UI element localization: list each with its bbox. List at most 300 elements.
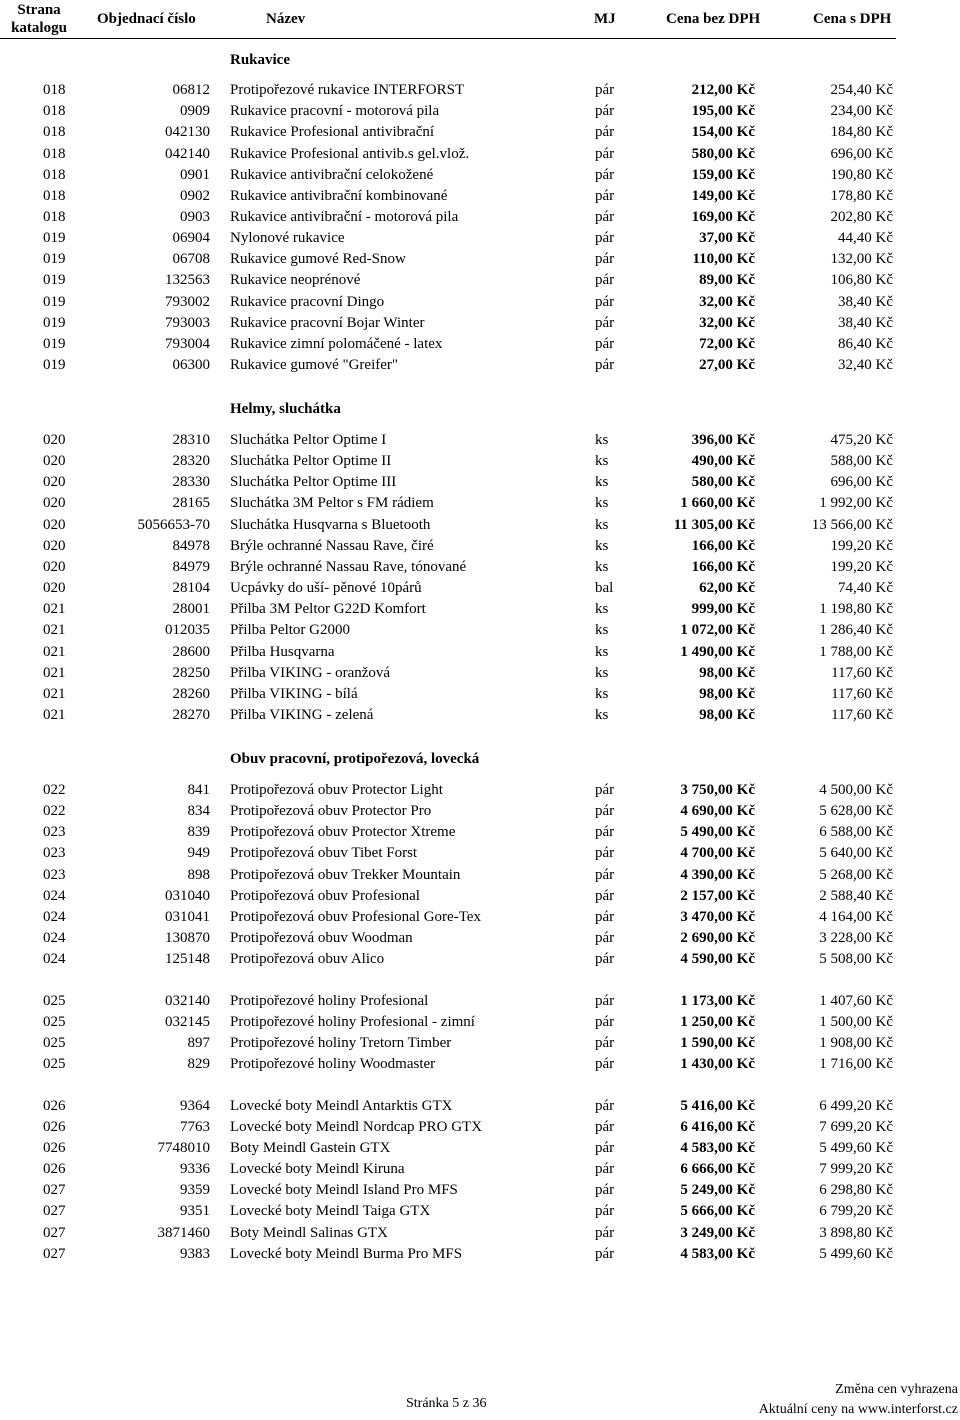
unit: pár (595, 824, 615, 841)
table-row (0, 907, 896, 928)
price-gross: 6 799,20 Kč (819, 1203, 893, 1220)
order-code: 0909 (180, 103, 210, 120)
unit: pár (595, 1245, 615, 1262)
price-gross: 190,80 Kč (830, 166, 893, 183)
unit: pár (595, 124, 615, 141)
order-code: 28165 (172, 495, 210, 512)
catalog-page: 026 (43, 1118, 66, 1135)
unit: pár (595, 1097, 615, 1114)
price-gross: 5 268,00 Kč (819, 866, 893, 883)
order-code: 031040 (165, 887, 210, 904)
unit: pár (595, 251, 615, 268)
order-code: 793002 (165, 293, 210, 310)
catalog-page: 020 (43, 580, 66, 596)
unit: pár (595, 166, 615, 183)
product-name: Sluchátka Peltor Optime III (230, 474, 397, 491)
price-gross: 5 508,00 Kč (819, 951, 893, 968)
header-unit: MJ (594, 11, 616, 27)
catalog-page: 024 (43, 951, 66, 968)
price-net: 1 430,00 Kč (680, 1056, 755, 1073)
product-name: Rukavice antivibrační - motorová pila (230, 208, 459, 225)
unit: ks (595, 685, 609, 702)
header-page: Strana katalogu (11, 2, 67, 36)
unit: pár (595, 293, 615, 310)
product-name: Rukavice Profesional antivibrační (230, 124, 435, 141)
header-name: Název (266, 11, 306, 27)
price-change-notice: Změna cen vyhrazena (835, 1382, 958, 1397)
catalog-page: 027 (43, 1203, 66, 1220)
unit: pár (595, 82, 615, 98)
unit: pár (595, 230, 615, 247)
price-gross: 117,60 Kč (831, 664, 893, 681)
catalog-page: 025 (43, 1034, 66, 1051)
unit: ks (595, 474, 609, 491)
price-gross: 5 499,60 Kč (819, 1139, 893, 1156)
catalog-page: 019 (43, 335, 66, 352)
product-name: Přilba VIKING - zelená (230, 706, 374, 723)
product-name: Lovecké boty Meindl Kiruna (230, 1161, 405, 1177)
table-row (0, 886, 896, 907)
price-net: 149,00 Kč (691, 187, 755, 204)
catalog-page: 020 (43, 432, 66, 448)
price-net: 1 590,00 Kč (680, 1034, 755, 1051)
order-code: 28600 (172, 643, 210, 660)
order-code: 130870 (165, 930, 210, 946)
order-code: 042130 (165, 124, 210, 141)
price-net: 396,00 Kč (691, 432, 755, 448)
header-order-code: Objednací číslo (97, 11, 196, 27)
product-name: Rukavice antivibrační kombinované (230, 187, 448, 204)
price-net: 1 250,00 Kč (680, 1013, 755, 1030)
table-row (0, 186, 896, 207)
price-net: 1 173,00 Kč (680, 992, 755, 1009)
catalog-page: 023 (43, 866, 66, 883)
product-name: Nylonové rukavice (230, 230, 345, 247)
price-gross: 86,40 Kč (838, 335, 893, 352)
order-code: 28330 (172, 474, 210, 491)
table-row (0, 578, 896, 599)
product-name: Protipořezové holiny Tretorn Timber (230, 1034, 452, 1051)
price-net: 32,00 Kč (699, 314, 755, 331)
product-name: Přilba VIKING - bílá (230, 685, 358, 702)
price-gross: 5 628,00 Kč (819, 803, 893, 820)
unit: ks (595, 601, 609, 618)
product-name: Protipořezové holiny Profesional - zimní (230, 1013, 475, 1030)
unit: pár (595, 845, 615, 862)
price-gross: 5 499,60 Kč (819, 1245, 893, 1262)
unit: pár (595, 866, 615, 883)
order-code: 7748010 (157, 1139, 210, 1156)
table-row (0, 557, 896, 578)
order-code: 06300 (172, 356, 210, 373)
order-code: 834 (187, 803, 210, 820)
catalog-page: 020 (43, 474, 66, 491)
price-gross: 3 228,00 Kč (819, 930, 893, 946)
table-row (0, 1201, 896, 1222)
unit: pár (595, 1161, 615, 1177)
order-code: 841 (187, 782, 210, 798)
price-gross: 1 908,00 Kč (819, 1034, 893, 1051)
product-name: Brýle ochranné Nassau Rave, čiré (230, 537, 434, 554)
catalog-page: 027 (43, 1224, 66, 1241)
unit: pár (595, 187, 615, 204)
price-net: 6 666,00 Kč (680, 1161, 755, 1177)
product-name: Protipořezová obuv Protector Light (230, 782, 443, 798)
table-row (0, 1096, 896, 1117)
order-code: 949 (187, 845, 210, 862)
product-name: Sluchátka Peltor Optime II (230, 453, 392, 470)
table-row (0, 1117, 896, 1138)
table-row (0, 928, 896, 949)
unit: ks (595, 453, 609, 470)
price-net: 4 690,00 Kč (680, 803, 755, 820)
table-row (0, 1180, 896, 1201)
price-net: 1 490,00 Kč (680, 643, 755, 660)
price-gross: 3 898,80 Kč (819, 1224, 893, 1241)
price-gross: 254,40 Kč (830, 82, 893, 98)
order-code: 28320 (172, 453, 210, 470)
unit: pár (595, 930, 615, 946)
product-name: Lovecké boty Meindl Burma Pro MFS (230, 1245, 463, 1262)
price-net: 999,00 Kč (691, 601, 755, 618)
price-gross: 1 500,00 Kč (819, 1013, 893, 1030)
order-code: 28104 (172, 580, 210, 596)
price-net: 27,00 Kč (699, 356, 755, 373)
price-net: 4 590,00 Kč (680, 951, 755, 968)
catalog-page: 021 (43, 706, 66, 723)
catalog-page: 021 (43, 664, 66, 681)
price-gross: 7 999,20 Kč (819, 1161, 893, 1177)
product-name: Rukavice neoprénové (230, 272, 361, 289)
product-name: Přilba VIKING - oranžová (230, 664, 391, 681)
table-row (0, 101, 896, 122)
order-code: 9359 (180, 1182, 210, 1199)
catalog-page: 026 (43, 1139, 66, 1156)
catalog-page: 019 (43, 314, 66, 331)
order-code: 132563 (165, 272, 210, 289)
order-code: 28001 (172, 601, 210, 618)
table-row (0, 1138, 896, 1159)
table-row (0, 122, 896, 143)
price-gross: 199,20 Kč (830, 558, 893, 575)
catalog-page: 020 (43, 495, 66, 512)
table-row (0, 207, 896, 228)
catalog-page: 022 (43, 782, 66, 798)
product-name: Rukavice pracovní Dingo (230, 293, 385, 310)
unit: pár (595, 1182, 615, 1199)
unit: pár (595, 1139, 615, 1156)
order-code: 84978 (172, 537, 210, 554)
price-gross: 588,00 Kč (830, 453, 893, 470)
price-net: 89,00 Kč (699, 272, 755, 289)
price-net: 4 700,00 Kč (680, 845, 755, 862)
catalog-page: 018 (43, 187, 66, 204)
catalog-page: 027 (43, 1182, 66, 1199)
price-net: 169,00 Kč (691, 208, 755, 225)
order-code: 793004 (165, 335, 210, 352)
website-notice: Aktuální ceny na www.interforst.cz (758, 1402, 958, 1417)
order-code: 5056653-70 (137, 516, 210, 533)
price-gross: 1 198,80 Kč (819, 601, 893, 618)
price-gross: 475,20 Kč (830, 432, 893, 448)
price-gross: 1 286,40 Kč (819, 622, 893, 639)
price-gross: 4 164,00 Kč (819, 908, 893, 925)
product-name: Protipořezové rukavice INTERFORST (230, 82, 465, 98)
catalog-page: 018 (43, 208, 66, 225)
product-name: Protipořezová obuv Protector Xtreme (230, 824, 456, 841)
price-gross: 1 788,00 Kč (819, 643, 893, 660)
price-gross: 234,00 Kč (830, 103, 893, 120)
price-gross: 4 500,00 Kč (819, 782, 893, 798)
price-net: 62,00 Kč (699, 580, 755, 596)
price-gross: 38,40 Kč (838, 314, 893, 331)
product-name: Rukavice antivibrační celokožené (230, 166, 434, 183)
catalog-page: 025 (43, 1013, 66, 1030)
table-row (0, 620, 896, 641)
unit: pár (595, 908, 615, 925)
page-number: Stránka 5 z 36 (406, 1396, 487, 1411)
price-gross: 38,40 Kč (838, 293, 893, 310)
order-code: 9383 (180, 1245, 210, 1262)
price-gross: 184,80 Kč (830, 124, 893, 141)
unit: pár (595, 145, 615, 162)
unit: ks (595, 537, 609, 554)
table-row (0, 1244, 896, 1265)
price-net: 159,00 Kč (691, 166, 755, 183)
product-name: Protipořezová obuv Alico (230, 951, 385, 968)
product-name: Lovecké boty Meindl Taiga GTX (230, 1203, 431, 1220)
unit: pár (595, 1034, 615, 1051)
price-net: 32,00 Kč (699, 293, 755, 310)
table-header (0, 0, 896, 39)
unit: pár (595, 1056, 615, 1073)
price-gross: 199,20 Kč (830, 537, 893, 554)
catalog-page: 025 (43, 1056, 66, 1073)
table-row (0, 80, 896, 101)
catalog-page: 019 (43, 272, 66, 289)
order-code: 793003 (165, 314, 210, 331)
price-gross: 6 499,20 Kč (819, 1097, 893, 1114)
price-gross: 13 566,00 Kč (811, 516, 893, 533)
section-title: Rukavice (230, 52, 290, 68)
catalog-page: 020 (43, 558, 66, 575)
unit: pár (595, 272, 615, 289)
product-name: Rukavice gumové "Greifer" (230, 356, 399, 373)
order-code: 829 (187, 1056, 210, 1073)
unit: pár (595, 335, 615, 352)
table-row (0, 334, 896, 355)
product-name: Sluchátka Peltor Optime I (230, 432, 387, 448)
table-row (0, 642, 896, 663)
price-net: 3 470,00 Kč (680, 908, 755, 925)
catalog-page: 023 (43, 824, 66, 841)
catalog-page: 019 (43, 230, 66, 247)
catalog-page: 020 (43, 516, 66, 533)
product-name: Protipořezové holiny Woodmaster (230, 1056, 436, 1073)
price-gross: 178,80 Kč (830, 187, 893, 204)
table-row (0, 472, 896, 493)
catalog-page: 018 (43, 124, 66, 141)
catalog-page: 019 (43, 251, 66, 268)
order-code: 7763 (180, 1118, 210, 1135)
catalog-page: 018 (43, 145, 66, 162)
product-name: Protipořezová obuv Profesional Gore-Tex (230, 908, 481, 925)
price-net: 580,00 Kč (691, 474, 755, 491)
price-gross: 74,40 Kč (838, 580, 893, 596)
catalog-page: 026 (43, 1097, 66, 1114)
unit: ks (595, 558, 609, 575)
unit: pár (595, 103, 615, 120)
catalog-page: 021 (43, 622, 66, 639)
product-name: Sluchátka 3M Peltor s FM rádiem (230, 495, 434, 512)
price-net: 4 583,00 Kč (680, 1245, 755, 1262)
table-row (0, 355, 896, 376)
product-name: Přilba Husqvarna (230, 643, 335, 660)
order-code: 9351 (180, 1203, 210, 1220)
product-name: Ucpávky do uší- pěnové 10párů (230, 580, 422, 596)
table-row (0, 1159, 896, 1180)
price-net: 6 416,00 Kč (680, 1118, 755, 1135)
unit: pár (595, 314, 615, 331)
price-net: 72,00 Kč (699, 335, 755, 352)
catalog-page: 021 (43, 643, 66, 660)
table-row (0, 292, 896, 313)
unit: bal (595, 580, 614, 596)
table-row (0, 249, 896, 270)
price-gross: 1 992,00 Kč (819, 495, 893, 512)
order-code: 06904 (172, 230, 210, 247)
catalog-page: 026 (43, 1161, 66, 1177)
table-row (0, 865, 896, 886)
product-name: Protipořezové holiny Profesional (230, 992, 429, 1009)
section-title: Helmy, sluchátka (230, 401, 341, 417)
product-name: Protipořezová obuv Woodman (230, 930, 413, 946)
price-net: 490,00 Kč (691, 453, 755, 470)
price-gross: 696,00 Kč (830, 474, 893, 491)
order-code: 06812 (172, 82, 210, 98)
product-name: Protipořezová obuv Tibet Forst (230, 845, 418, 862)
unit: pár (595, 1224, 615, 1241)
product-name: Boty Meindl Gastein GTX (230, 1139, 391, 1156)
table-row (0, 430, 896, 451)
price-net: 1 072,00 Kč (680, 622, 755, 639)
catalog-page: 018 (43, 166, 66, 183)
order-code: 0902 (180, 187, 210, 204)
section-title: Obuv pracovní, protipořezová, lovecká (230, 751, 480, 767)
table-row (0, 822, 896, 843)
product-name: Lovecké boty Meindl Nordcap PRO GTX (230, 1118, 483, 1135)
price-gross: 6 298,80 Kč (819, 1182, 893, 1199)
price-net: 5 490,00 Kč (680, 824, 755, 841)
order-code: 06708 (172, 251, 210, 268)
product-name: Rukavice Profesional antivib.s gel.vlož. (230, 145, 470, 162)
price-net: 4 583,00 Kč (680, 1139, 755, 1156)
unit: pár (595, 951, 615, 968)
order-code: 28310 (172, 432, 210, 448)
unit: pár (595, 1118, 615, 1135)
table-row (0, 1033, 896, 1054)
catalog-page: 025 (43, 992, 66, 1009)
order-code: 84979 (172, 558, 210, 575)
price-gross: 32,40 Kč (838, 356, 893, 373)
price-gross: 7 699,20 Kč (819, 1118, 893, 1135)
table-row (0, 515, 896, 536)
unit: ks (595, 622, 609, 639)
table-row (0, 705, 896, 726)
table-row (0, 949, 896, 970)
product-name: Lovecké boty Meindl Island Pro MFS (230, 1182, 458, 1199)
catalog-page: 021 (43, 601, 66, 618)
catalog-page: 020 (43, 537, 66, 554)
table-row (0, 780, 896, 801)
catalog-page: 024 (43, 930, 66, 946)
order-code: 28260 (172, 685, 210, 702)
price-net: 195,00 Kč (691, 103, 755, 120)
price-net: 3 249,00 Kč (680, 1224, 755, 1241)
price-net: 2 690,00 Kč (680, 930, 755, 946)
table-row (0, 991, 896, 1012)
table-row (0, 228, 896, 249)
unit: pár (595, 803, 615, 820)
price-net: 166,00 Kč (691, 537, 755, 554)
price-gross: 117,60 Kč (831, 706, 893, 723)
table-row (0, 493, 896, 514)
price-gross: 44,40 Kč (838, 230, 893, 247)
unit: pár (595, 1013, 615, 1030)
price-net: 2 157,00 Kč (680, 887, 755, 904)
price-net: 1 660,00 Kč (680, 495, 755, 512)
order-code: 898 (187, 866, 210, 883)
unit: ks (595, 432, 609, 448)
order-code: 031041 (165, 908, 210, 925)
order-code: 28250 (172, 664, 210, 681)
product-name: Přilba 3M Peltor G22D Komfort (230, 601, 426, 618)
catalog-page: 021 (43, 685, 66, 702)
product-name: Rukavice zimní polomáčené - latex (230, 335, 443, 352)
order-code: 0903 (180, 208, 210, 225)
price-gross: 1 407,60 Kč (819, 992, 893, 1009)
product-name: Protipořezová obuv Trekker Mountain (230, 866, 461, 883)
table-row (0, 1012, 896, 1033)
price-net: 4 390,00 Kč (680, 866, 755, 883)
catalog-page: 022 (43, 803, 66, 820)
price-gross: 2 588,40 Kč (819, 887, 893, 904)
price-net: 98,00 Kč (699, 706, 755, 723)
product-name: Přilba Peltor G2000 (230, 622, 350, 639)
catalog-page: 023 (43, 845, 66, 862)
table-row (0, 313, 896, 334)
unit: pár (595, 887, 615, 904)
price-net: 11 305,00 Kč (673, 516, 755, 533)
table-row (0, 599, 896, 620)
order-code: 0901 (180, 166, 210, 183)
price-gross: 6 588,00 Kč (819, 824, 893, 841)
catalog-page: 024 (43, 887, 66, 904)
unit: ks (595, 706, 609, 723)
price-net: 98,00 Kč (699, 664, 755, 681)
order-code: 012035 (165, 622, 210, 639)
product-name: Sluchátka Husqvarna s Bluetooth (230, 516, 431, 533)
header-price-net: Cena bez DPH (666, 11, 761, 27)
product-name: Rukavice pracovní - motorová pila (230, 103, 440, 120)
order-code: 032145 (165, 1013, 210, 1030)
price-net: 5 666,00 Kč (680, 1203, 755, 1220)
catalog-page: 024 (43, 908, 66, 925)
product-name: Protipořezová obuv Profesional (230, 887, 420, 904)
unit: ks (595, 516, 609, 533)
order-code: 042140 (165, 145, 210, 162)
unit: ks (595, 664, 609, 681)
